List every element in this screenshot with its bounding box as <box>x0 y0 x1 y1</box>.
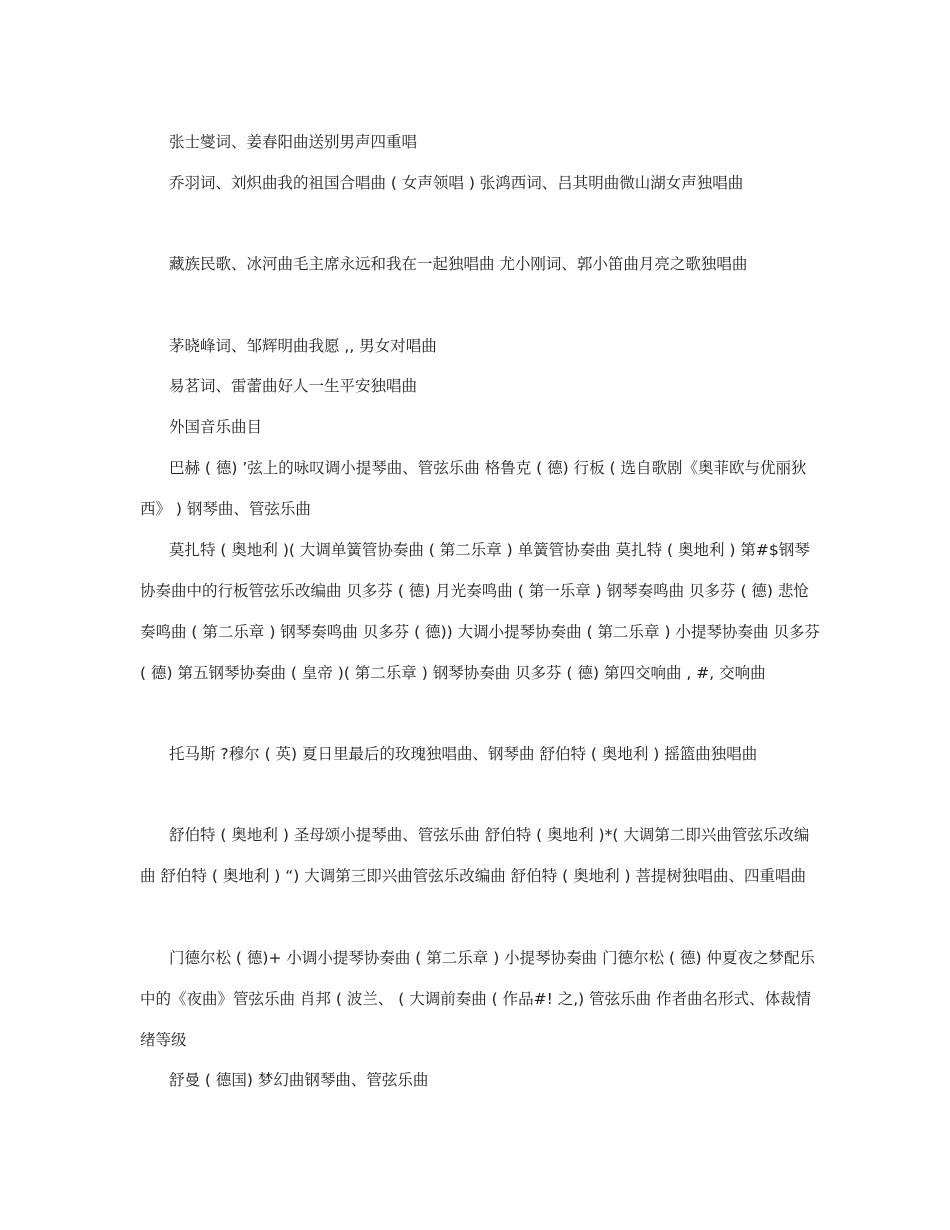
paragraph-bach-gluck: 巴赫 ( 德) ’弦上的咏叹调小提琴曲、管弦乐曲 格鲁克 ( 德) 行板 ( 选自歌剧《奥菲欧与优丽狄西》 ) 钢琴曲、管弦乐曲 <box>140 459 807 518</box>
paragraph-mozart-beethoven: 莫扎特 ( 奥地利 )( 大调单簧管协奏曲 ( 第二乐章 ) 单簧管协奏曲 莫扎特 ( 奥地利 ) 第#$钢琴协奏曲中的行板管弦乐改编曲 贝多芬 ( 德) 月光奏鸣曲 ( 第一乐章 ) 钢琴奏鸣曲 贝多芬 ( 德) 悲怆奏鸣曲 ( 第二乐章 ) 钢琴奏鸣曲 贝多芬 ( 德)) 大调小提琴协奏曲 ( 第二乐章 ) 小提琴协奏曲 贝多芬 ( 德) 第五钢琴协奏曲 ( 皇帝 )( 第二乐章 ) 钢琴协奏曲 贝多芬 ( 德) 第四交响曲 , #, 交响曲 <box>140 541 820 682</box>
paragraph-schubert: 舒伯特 ( 奥地利 ) 圣母颂小提琴曲、管弦乐曲 舒伯特 ( 奥地利 )*( 大调第二即兴曲管弦乐改编曲 舒伯特 ( 奥地利 ) “) 大调第三即兴曲管弦乐改编曲 舒伯特 ( 奥地利 ) 菩提树独唱曲、四重唱曲 <box>140 826 810 885</box>
paragraph-schumann: 舒曼 ( 德国) 梦幻曲钢琴曲、管弦乐曲 <box>169 1071 429 1089</box>
paragraph-song-my-motherland: 乔羽词、刘炽曲我的祖国合唱曲 ( 女声领唱 ) 张鸿西词、吕其明曲微山湖女声独唱曲 <box>169 174 744 192</box>
paragraph-song-i-wish: 茅晓峰词、邹辉明曲我愿 ,, 男女对唱曲 <box>169 337 437 355</box>
paragraph-mendelssohn-chopin: 门德尔松 ( 德)+ 小调小提琴协奏曲 ( 第二乐章 ) 小提琴协奏曲 门德尔松 ( 德) 仲夏夜之梦配乐中的《夜曲》管弦乐曲 肖邦 ( 波兰、 ( 大调前奏曲 ( 作品#! 之,) 管弦乐曲 作者曲名形式、体裁情绪等级 <box>140 949 815 1049</box>
paragraph-song-peace: 易茗词、雷蕾曲好人一生平安独唱曲 <box>169 377 418 395</box>
paragraph-song-chairman-mao: 藏族民歌、冰河曲毛主席永远和我在一起独唱曲 尤小刚词、郭小笛曲月亮之歌独唱曲 <box>169 255 748 273</box>
paragraph-moore-schubert: 托马斯 ?穆尔 ( 英) 夏日里最后的玫瑰独唱曲、钢琴曲 舒伯特 ( 奥地利 ) 摇篮曲独唱曲 <box>169 745 758 763</box>
section-heading-foreign-music: 外国音乐曲目 <box>169 418 263 436</box>
paragraph-song-farewell: 张士燮词、姜春阳曲送别男声四重唱 <box>169 133 418 151</box>
